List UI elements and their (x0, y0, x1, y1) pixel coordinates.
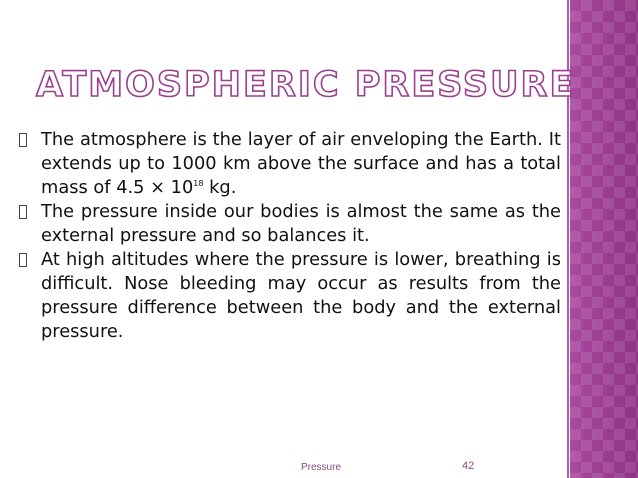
bullet-item-body-pressure (16, 200, 561, 248)
bullet-text: The atmosphere is the layer of air enveloping the Earth. It extends up to 1000 km above the surface and has a total mass of 4.5 × 10 (41, 129, 561, 198)
footer-label: Pressure (301, 462, 342, 473)
bullet-text: The pressure inside our bodies is almost the same as the external pressure and so balances it. (41, 201, 561, 246)
bullet-list (16, 128, 561, 344)
bullet-text-end: kg. (203, 177, 237, 198)
bullet-item-atmosphere (16, 128, 561, 200)
decorative-side-panel (570, 0, 638, 478)
bullet-item-high-altitude (16, 248, 561, 344)
bullet-superscript: 18 (193, 179, 204, 189)
bullet-text: At high altitudes where the pressure is lower, breathing is difficult. Nose bleeding may occur as results from the pressure difference between the body and the external pressure. (41, 249, 561, 342)
bullet-marker-icon (19, 133, 27, 147)
bullet-marker-icon (19, 253, 27, 267)
bullet-marker-icon (19, 205, 27, 219)
page-number: 42 (462, 460, 475, 472)
slide-title: ATMOSPHERIC PRESSURE (36, 65, 576, 105)
